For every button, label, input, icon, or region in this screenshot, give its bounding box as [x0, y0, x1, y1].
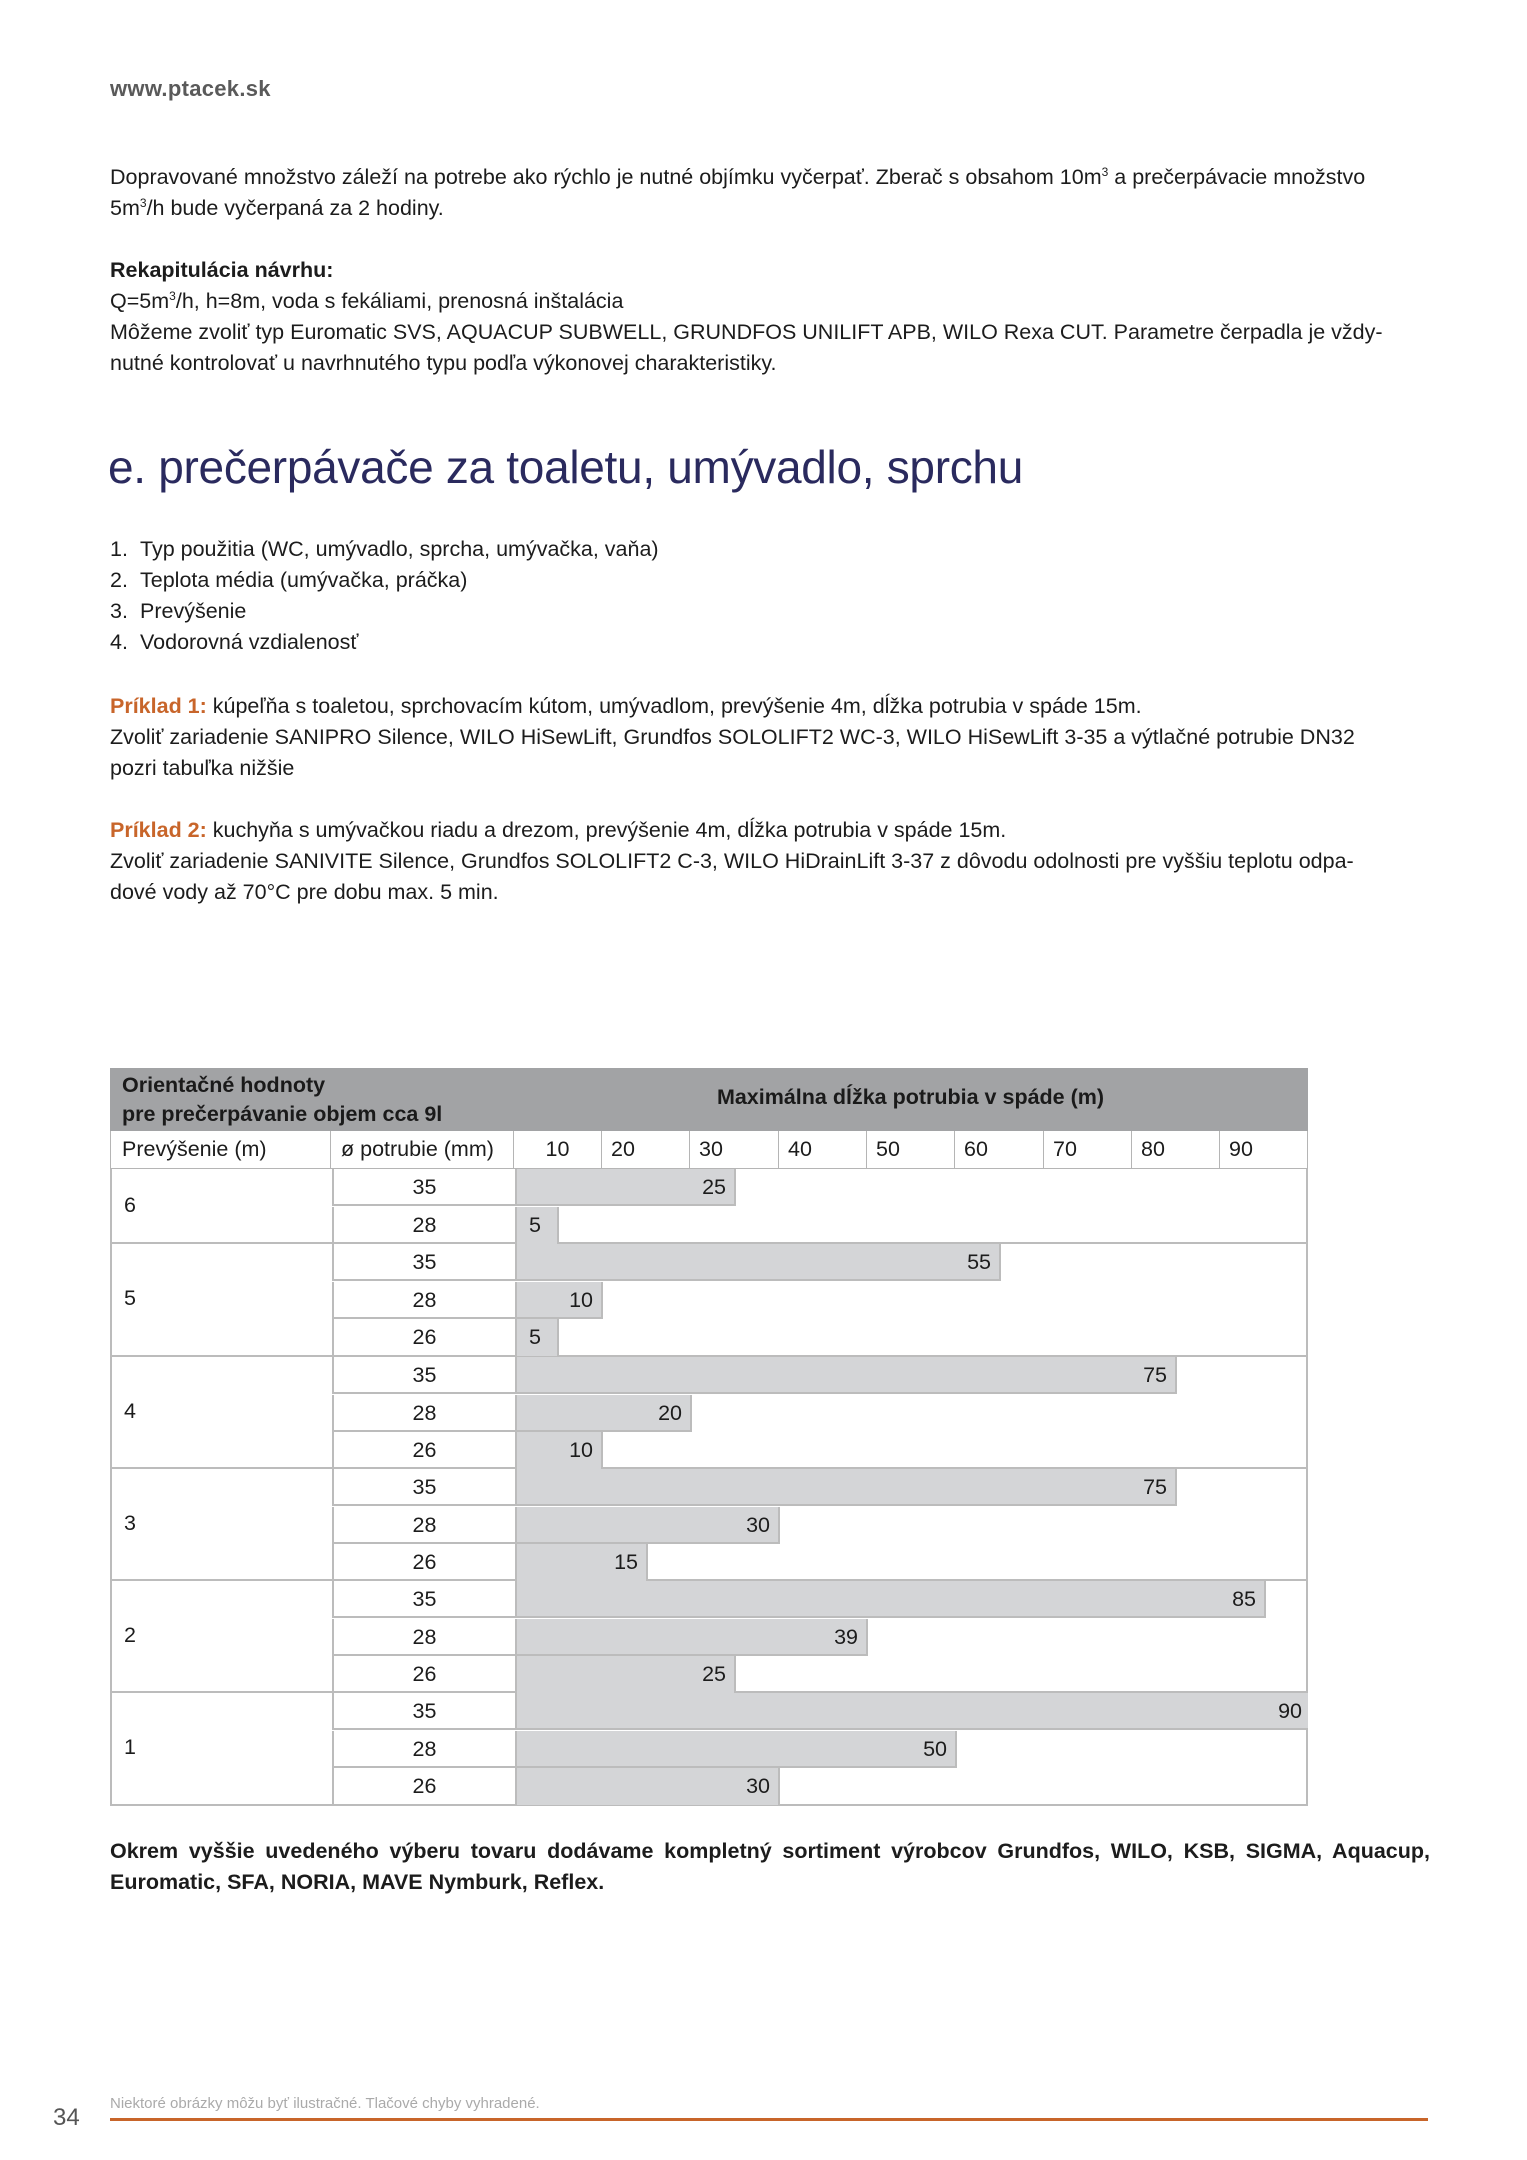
example-text: Zvoliť zariadenie SANIVITE Silence, Grundfos SOLOLIFT2 C-3, WILO HiDrainLift 3-37 z dôvodu odolnosti pre vyššiu teplotu odpa-	[110, 849, 1354, 873]
table-title	[122, 1071, 442, 1129]
diameter-value: 35	[332, 1169, 515, 1206]
diameter-value: 26	[332, 1432, 515, 1469]
list-number: 1.	[110, 537, 128, 561]
page-number: 34	[53, 2104, 80, 2131]
prevysenie-value: 5	[124, 1286, 136, 1310]
diameter-value: 28	[332, 1507, 515, 1544]
table-row	[332, 1619, 1308, 1656]
diameter-value: 26	[332, 1544, 515, 1581]
recap-block	[110, 255, 1430, 379]
table-title-row	[110, 1068, 1308, 1131]
diameter-value: 26	[332, 1319, 515, 1356]
table-row	[332, 1581, 1308, 1618]
table-row	[332, 1319, 1308, 1356]
length-bar: 25	[515, 1169, 736, 1206]
example-1	[110, 691, 1430, 784]
col-header-length: 60	[955, 1131, 1044, 1168]
intro-text: a prečerpávacie množstvo	[1108, 165, 1366, 189]
length-bar: 85	[515, 1581, 1266, 1618]
list-item	[110, 627, 659, 658]
table-group-3m	[110, 1469, 1308, 1581]
section-title: e. prečerpávače za toaletu, umývadlo, sprchu	[108, 441, 1023, 493]
prevysenie-value: 3	[124, 1511, 136, 1535]
table-group-4m	[110, 1357, 1308, 1469]
prevysenie-value: 1	[124, 1735, 136, 1759]
example-label: Príklad 1:	[110, 694, 207, 718]
length-bar: 75	[515, 1469, 1177, 1506]
list-text: Typ použitia (WC, umývadlo, sprcha, umývačka, vaňa)	[140, 537, 659, 561]
length-bar: 90	[515, 1693, 1308, 1730]
table-row	[332, 1207, 1308, 1244]
length-bar: 20	[515, 1395, 692, 1432]
table-row	[332, 1282, 1308, 1319]
col-header-length: 80	[1132, 1131, 1220, 1168]
length-bar: 5	[515, 1319, 559, 1356]
list-text: Teplota média (umývačka, práčka)	[140, 568, 468, 592]
column-header-row	[110, 1131, 1308, 1169]
recap-heading: Rekapitulácia návrhu:	[110, 258, 334, 282]
diameter-value: 35	[332, 1469, 515, 1506]
table-title-line: pre prečerpávanie objem cca 9l	[122, 1102, 443, 1126]
table-row	[332, 1432, 1308, 1469]
table-title-line: Orientačné hodnoty	[122, 1073, 326, 1097]
intro-text: 5m	[110, 196, 140, 220]
length-bar: 10	[515, 1282, 603, 1319]
table-group-2m	[110, 1581, 1308, 1693]
list-item	[110, 596, 659, 627]
diameter-value: 28	[332, 1395, 515, 1432]
length-bar: 55	[515, 1244, 1001, 1281]
span-header: Maximálna dĺžka potrubia v spáde (m)	[716, 1085, 1105, 1109]
length-bar: 50	[515, 1731, 957, 1768]
superscript: 3	[169, 289, 176, 303]
recap-text: /h, h=8m, voda s fekáliami, prenosná inštalácia	[175, 289, 624, 313]
col-header-length: 20	[602, 1131, 690, 1168]
col-header-length: 70	[1044, 1131, 1132, 1168]
diameter-value: 26	[332, 1768, 515, 1805]
recap-text: Môžeme zvoliť typ Euromatic SVS, AQUACUP SUBWELL, GRUNDFOS UNILIFT APB, WILO Rexa CUT. Parametre čerpadla je vždy-	[110, 320, 1383, 344]
table-row	[332, 1357, 1308, 1394]
col-header-prevysenie: Prevýšenie (m)	[111, 1131, 331, 1168]
length-bar: 15	[515, 1544, 648, 1581]
example-text: kuchyňa s umývačkou riadu a drezom, prevýšenie 4m, dĺžka potrubia v spáde 15m.	[206, 818, 1007, 842]
superscript: 3	[139, 196, 147, 210]
length-bar: 30	[515, 1768, 780, 1805]
table-group-1m	[110, 1693, 1308, 1806]
prevysenie-value: 4	[124, 1399, 136, 1423]
footer-disclaimer: Niektoré obrázky môžu byť ilustračné. Tlačové chyby vyhradené.	[110, 2095, 540, 2112]
length-bar: 10	[515, 1432, 603, 1469]
table-row	[332, 1731, 1308, 1768]
length-bar: 39	[515, 1619, 868, 1656]
col-header-length: 50	[867, 1131, 955, 1168]
table-row	[332, 1656, 1308, 1693]
list-item	[110, 565, 659, 596]
table-row	[332, 1244, 1308, 1281]
diameter-value: 26	[332, 1656, 515, 1693]
col-header-length: 30	[690, 1131, 779, 1168]
prevysenie-value: 2	[124, 1623, 136, 1647]
intro-text: /h bude vyčerpaná za 2 hodiny.	[146, 196, 444, 220]
diameter-value: 28	[332, 1619, 515, 1656]
diameter-value: 35	[332, 1244, 515, 1281]
col-header-length: 40	[779, 1131, 867, 1168]
intro-paragraph	[110, 162, 1430, 224]
table-row	[332, 1544, 1308, 1581]
table-row	[332, 1768, 1308, 1805]
table-group-5m	[110, 1244, 1308, 1357]
example-text: Zvoliť zariadenie SANIPRO Silence, WILO HiSewLift, Grundfos SOLOLIFT2 WC-3, WILO HiSewLift 3-35 a výtlačné potrubie DN32	[110, 725, 1355, 749]
list-text: Vodorovná vzdialenosť	[140, 630, 359, 654]
diameter-value: 35	[332, 1581, 515, 1618]
list-number: 4.	[110, 630, 128, 654]
list-item	[110, 534, 659, 565]
diameter-value: 28	[332, 1731, 515, 1768]
length-bar: 30	[515, 1507, 780, 1544]
example-2	[110, 815, 1430, 908]
table-row	[332, 1693, 1308, 1730]
length-bar: 75	[515, 1357, 1177, 1394]
col-header-potrubie: ø potrubie (mm)	[331, 1131, 514, 1168]
list-number: 3.	[110, 599, 128, 623]
criteria-list	[110, 534, 659, 658]
list-text: Prevýšenie	[140, 599, 247, 623]
diameter-value: 28	[332, 1207, 515, 1244]
example-label: Príklad 2:	[110, 818, 207, 842]
table-row	[332, 1507, 1308, 1544]
table-row	[332, 1395, 1308, 1432]
prevysenie-value: 6	[124, 1193, 136, 1217]
footer-divider	[110, 2118, 1428, 2121]
table-row	[332, 1169, 1308, 1206]
site-url[interactable]: www.ptacek.sk	[110, 76, 271, 101]
superscript: 3	[1101, 165, 1109, 179]
table-row	[332, 1469, 1308, 1506]
recap-text: Q=5m	[110, 289, 170, 313]
list-number: 2.	[110, 568, 128, 592]
col-header-length: 90	[1229, 1137, 1253, 1161]
diameter-value: 35	[332, 1357, 515, 1394]
example-text: dové vody až 70°C pre dobu max. 5 min.	[110, 880, 499, 904]
length-bar: 5	[515, 1207, 559, 1244]
table-group-6m	[110, 1169, 1308, 1244]
recap-text: nutné kontrolovať u navrhnutého typu podľa výkonovej charakteristiky.	[110, 351, 777, 375]
col-header-length: 10	[514, 1131, 602, 1168]
diameter-value: 28	[332, 1282, 515, 1319]
example-text: kúpeľňa s toaletou, sprchovacím kútom, umývadlom, prevýšenie 4m, dĺžka potrubia v spáde 15m.	[206, 694, 1142, 718]
length-bar: 25	[515, 1656, 736, 1693]
intro-text: Dopravované množstvo záleží na potrebe ako rýchlo je nutné objímku vyčerpať. Zberač s obsahom 10m	[110, 165, 1102, 189]
closing-statement: Okrem vyššie uvedeného výberu tovaru dodávame kompletný sortiment výrobcov Grundfos, WILO, KSB, SIGMA, Aquacup, Euromatic, SFA, NORIA, MAVE Nymburk, Reflex.	[110, 1839, 1430, 1894]
diameter-value: 35	[332, 1693, 515, 1730]
example-text: pozri tabuľka nižšie	[110, 756, 295, 780]
